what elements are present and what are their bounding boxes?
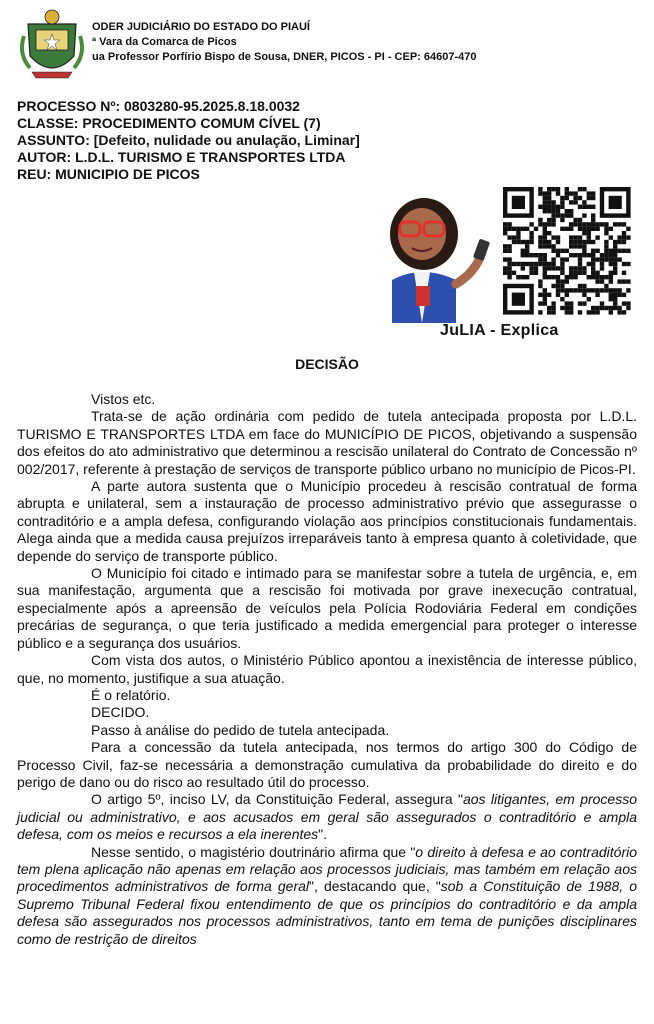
paragraph [17,791,637,843]
case-class: CLASSE: PROCEDIMENTO COMUM CÍVEL (7) [17,115,321,131]
text-run: ". [318,826,328,843]
case-plaintiff: AUTOR: L.D.L. TURISMO E TRANSPORTES LTDA [17,149,346,165]
case-defendant: REU: MUNICIPIO DE PICOS [17,166,200,182]
paragraph: Para a concessão da tutela antecipada, nos termos do artigo 300 do Código de Processo Civil, faz-se necessária a demonstração cumulativa da probabilidade do direito e do perigo de dano ou do risco ao resultado útil do processo. [17,739,637,790]
text-run: ", destacando que, " [309,878,441,895]
court-seal-icon [18,6,86,82]
decision-body [17,391,637,948]
quote: o direito à defesa e ao contraditório tem plena aplicação não apenas em relação aos processos judiciais, mas também em relação aos procedimentos administrativos de forma geral [17,843,637,895]
qr-code-icon[interactable] [502,186,632,318]
quote: aos litigantes, em processo judicial ou administrativo, e aos acusados em geral são assegurados o contraditório e ampla defesa, com os meios e recursos a ela inerentes [17,791,637,843]
text-run: O artigo 5º, inciso LV, da Constituição Federal, assegura " [91,791,463,808]
case-number: PROCESSO Nº: 0803280-95.2025.8.18.0032 [17,98,300,114]
text-run: Nesse sentido, o magistério doutrinário afirma que " [91,843,416,860]
julia-label[interactable]: JuLIA - Explica [440,322,559,339]
case-subject: ASSUNTO: [Defeito, nulidade ou anulação, Liminar] [17,132,360,148]
court-division: ª Vara da Comarca de Picos [92,36,237,48]
decision-title: DECISÃO [295,356,359,372]
paragraph: Passo à análise do pedido de tutela antecipada. [91,721,390,738]
paragraph: O Município foi citado e intimado para se manifestar sobre a tutela de urgência, e, em sua manifestação, argumenta que a rescisão foi motivada por grave inexecução contratual, especialmente após a apreensão de veículos pela Polícia Rodoviária Federal em condições precárias de segurança, o que teria justificado a medida emergencial para proteger o interesse público e a segurança dos usuários. [17,565,637,651]
paragraph: É o relatório. [91,686,171,703]
paragraph: A parte autora sustenta que o Município procedeu à rescisão contratual de forma abrupta e unilateral, sem a instauração de processo administrativo prévio que assegurasse o contraditório e a ampla defesa, configurando violação aos princípios constitucionais fundamentais. Alega ainda que a medida causa prejuízos irreparáveis tanto à empresa quanto à coletividade, que depende do serviço de transporte público. [17,478,637,564]
quote: sob a Constituição de 1988, o Supremo Tribunal Federal fixou entendimento de que os princípios do contraditório e da ampla defesa são assegurados nos processos administrativos, tanto em tema de punições disciplinares como de restrição de direitos [17,878,637,947]
case-info [17,98,360,183]
paragraph: Com vista dos autos, o Ministério Público apontou a inexistência de interesse público, que, no momento, justifique a sua atuação. [17,652,637,686]
paragraph: Trata-se de ação ordinária com pedido de tutela antecipada proposta por L.D.L. TURISMO E TRANSPORTES LTDA em face do MUNICÍPIO DE PICOS, objetivando a suspensão dos efeitos do ato administrativo que determinou a rescisão unilateral do Contrato de Concessão nº 002/2017, referente à prestação de serviços de transporte público urbano no município de Picos-PI. [17,408,637,477]
julia-avatar-icon [372,188,497,323]
court-address: ua Professor Porfírio Bispo de Sousa, DNER, PICOS - PI - CEP: 64607-470 [92,51,477,63]
paragraph [17,844,637,948]
document-header [16,6,646,86]
court-name: ODER JUDICIÁRIO DO ESTADO DO PIAUÍ [92,21,310,33]
julia-explica-widget[interactable] [372,186,634,346]
paragraph: Vistos etc. [91,391,156,407]
paragraph: DECIDO. [91,704,150,721]
